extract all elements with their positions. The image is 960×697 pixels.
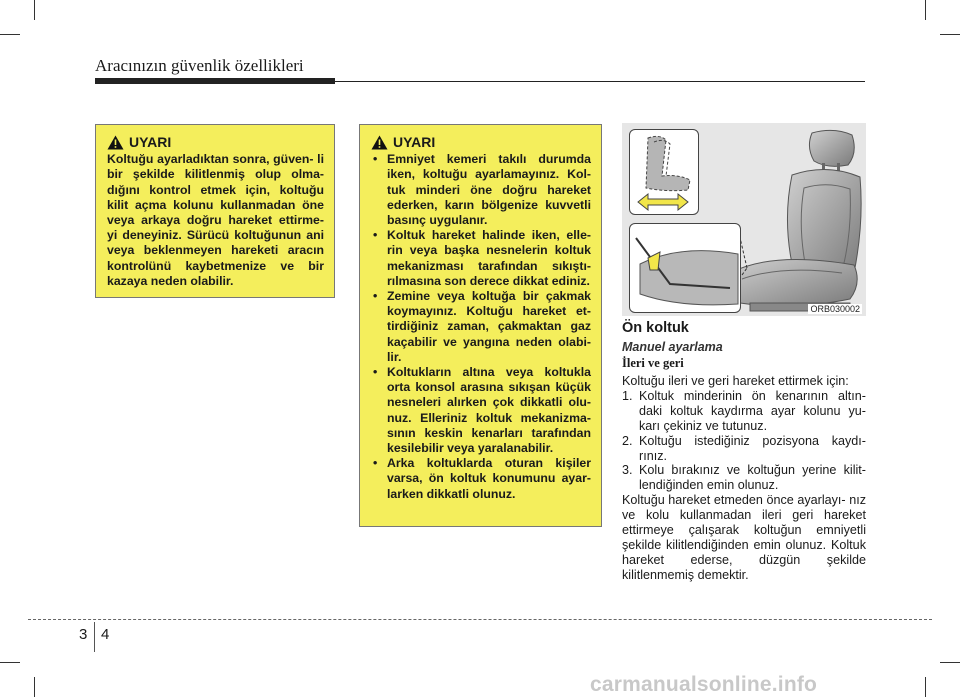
warning-bullet: • Koltukların altına veya koltukla orta konsol arasına sıkışan küçük nesneleri alırken çok dikkatli olu- nuz. Elleriniz koltuk mekanizma- sının keskin kenarları tarafından kesilebilir veya yaralanabilir. xyxy=(373,365,591,456)
warning-title: UYARI xyxy=(393,134,436,150)
warning-bullet: • Arka koltuklarda oturan kişiler varsa, ön koltuk konumunu ayar- larken dikkatli olunuz. xyxy=(373,456,591,501)
step-item: 2. Koltuğu istediğiniz pozisyona kaydı- rınız. xyxy=(622,433,866,463)
seat-slide-icon xyxy=(630,130,698,214)
page-number-separator xyxy=(94,622,95,652)
warning-bullet: • Emniyet kemeri takılı durumda iken, koltuğu ayarlamayınız. Kol- tuk minderi öne doğru hareket ederken, karın bölgenize kuvvetli basınç uygulanır. xyxy=(373,152,591,228)
intro-text: Koltuğu ileri ve geri hareket ettirmek için: xyxy=(622,374,849,388)
crop-mark xyxy=(0,34,20,35)
warning-title: UYARI xyxy=(129,134,172,150)
closing-text: Koltuğu hareket etmeden önce ayarlayı- nız ve kolu kullanmadan ileri geri hareket ettirmeye çalışarak koltuğun emniyetli şekilde kilitlendiğinden emin olunuz. Koltuk hareket ederse, düzgün şekilde kilitlenmemiş demektir. xyxy=(622,493,866,582)
page-header-title: Aracınızın güvenlik özellikleri xyxy=(95,56,304,75)
warning-bullet: • Zemine veya koltuğa bir çakmak koymayınız. Koltuğu hareket et- tirdiğiniz zaman, çakmaktan gaz kaçabilir ve yangına neden olabi- lir. xyxy=(373,289,591,364)
section-subtitle: Manuel ayarlama xyxy=(622,340,723,354)
section-subsubtitle: İleri ve geri xyxy=(622,356,684,370)
crop-mark xyxy=(940,34,960,35)
crop-mark xyxy=(925,677,926,697)
warning-triangle-icon xyxy=(107,135,124,150)
step-item: 3. Kolu bırakınız ve koltuğun yerine kilit- lendiğinden emin olunuz. xyxy=(622,463,866,493)
crop-mark xyxy=(34,0,35,20)
section-number: 3 xyxy=(79,626,88,643)
header-rule xyxy=(95,78,335,84)
step-item: 1. Koltuk minderinin ön kenarının altın- daki koltuk kaydırma ayar kolunu yu- karı çekiniz ve tutunuz. xyxy=(622,388,866,433)
warning-box-middle xyxy=(359,124,602,527)
lever-closeup-inset xyxy=(629,223,741,313)
figure-code: ORB030002 xyxy=(810,304,860,314)
seat-lever-icon xyxy=(630,224,740,312)
crop-mark xyxy=(34,677,35,697)
seat-illustration xyxy=(622,123,866,316)
instructions-body xyxy=(622,374,866,583)
watermark: carmanualsonline.info xyxy=(590,673,818,696)
footer-divider xyxy=(28,619,932,620)
warning-bullet-list xyxy=(371,152,591,502)
warning-header xyxy=(107,135,324,150)
warning-bullet: • Koltuk hareket halinde iken, elle- rin veya başka nesnelerin koltuk mekanizması tarafından sıkıştı- rılmasına son derece dikkat ediniz. xyxy=(373,228,591,288)
crop-mark xyxy=(925,0,926,20)
crop-mark xyxy=(0,662,20,663)
warning-box-left xyxy=(95,124,335,298)
seat-adjust-inset xyxy=(629,129,699,215)
warning-header xyxy=(371,135,591,150)
warning-triangle-icon xyxy=(371,135,388,150)
page-number: 4 xyxy=(101,626,110,643)
section-title: Ön koltuk xyxy=(622,320,689,336)
warning-text: Koltuğu ayarladıktan sonra, güven- li bir şekilde kilitlenmiş olup olma- dığını kontrol etmek için, koltuğu kilit açma kolunu kullanmadan öne veya arkaya doğru hareket ettirme- yi deneyiniz. Sürücü koltuğunun ani veya beklenmeyen hareketi aracın kontrolünü kaybetmenize ve bir kazaya neden olabilir. xyxy=(107,152,324,288)
header-rule-thin xyxy=(335,81,865,82)
crop-mark xyxy=(940,662,960,663)
